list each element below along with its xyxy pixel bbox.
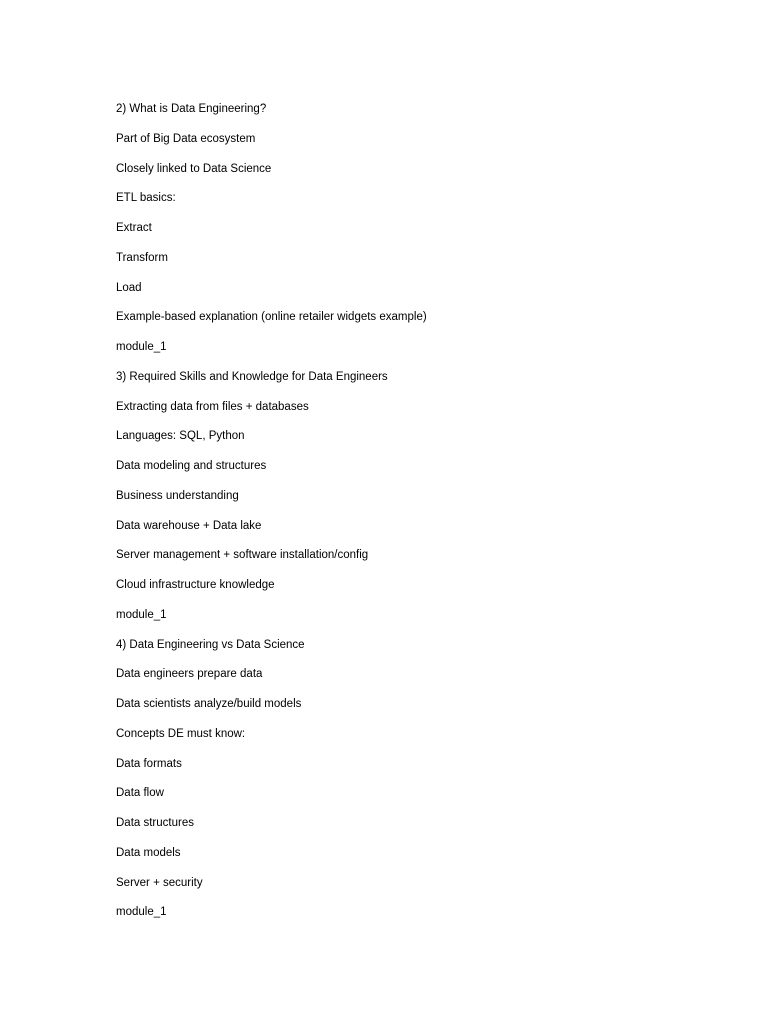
list-item: Data engineers prepare data [116,668,263,681]
list-item: Example-based explanation (online retailer widgets example) [116,311,427,324]
list-item-concepts: Concepts DE must know: [116,727,246,740]
list-item: Server management + software installation/config [116,549,369,562]
source-tag: module_1 [116,341,167,353]
list-item: Closely linked to Data Science [116,162,272,175]
list-item: Transform [116,251,168,264]
list-item: Data models [116,846,181,859]
list-item: Data modeling and structures [116,460,267,472]
list-item: Data scientists analyze/build models [116,698,302,710]
section-heading-required-skills: 3) Required Skills and Knowledge for Data Engineers [116,370,388,383]
list-item: Data warehouse + Data lake [116,519,262,532]
document-body [116,101,716,934]
section-heading-de-vs-ds: 4) Data Engineering vs Data Science [116,638,305,651]
section-heading-data-engineering: 2) What is Data Engineering? [116,103,267,115]
list-item-etl-basics: ETL basics: [116,192,176,205]
list-item: Cloud infrastructure knowledge [116,579,275,591]
list-item: Part of Big Data ecosystem [116,132,256,145]
list-item: Data flow [116,787,164,800]
list-item: Data formats [116,757,182,770]
list-item: Server + security [116,876,203,889]
list-item: Load [116,281,142,294]
list-item: Languages: SQL, Python [116,430,245,443]
source-tag: module_1 [116,906,167,919]
list-item: Extracting data from files + databases [116,400,309,413]
list-item: Extract [116,222,152,234]
list-item: Business understanding [116,489,239,502]
list-item: Data structures [116,817,194,829]
source-tag: module_1 [116,608,167,621]
